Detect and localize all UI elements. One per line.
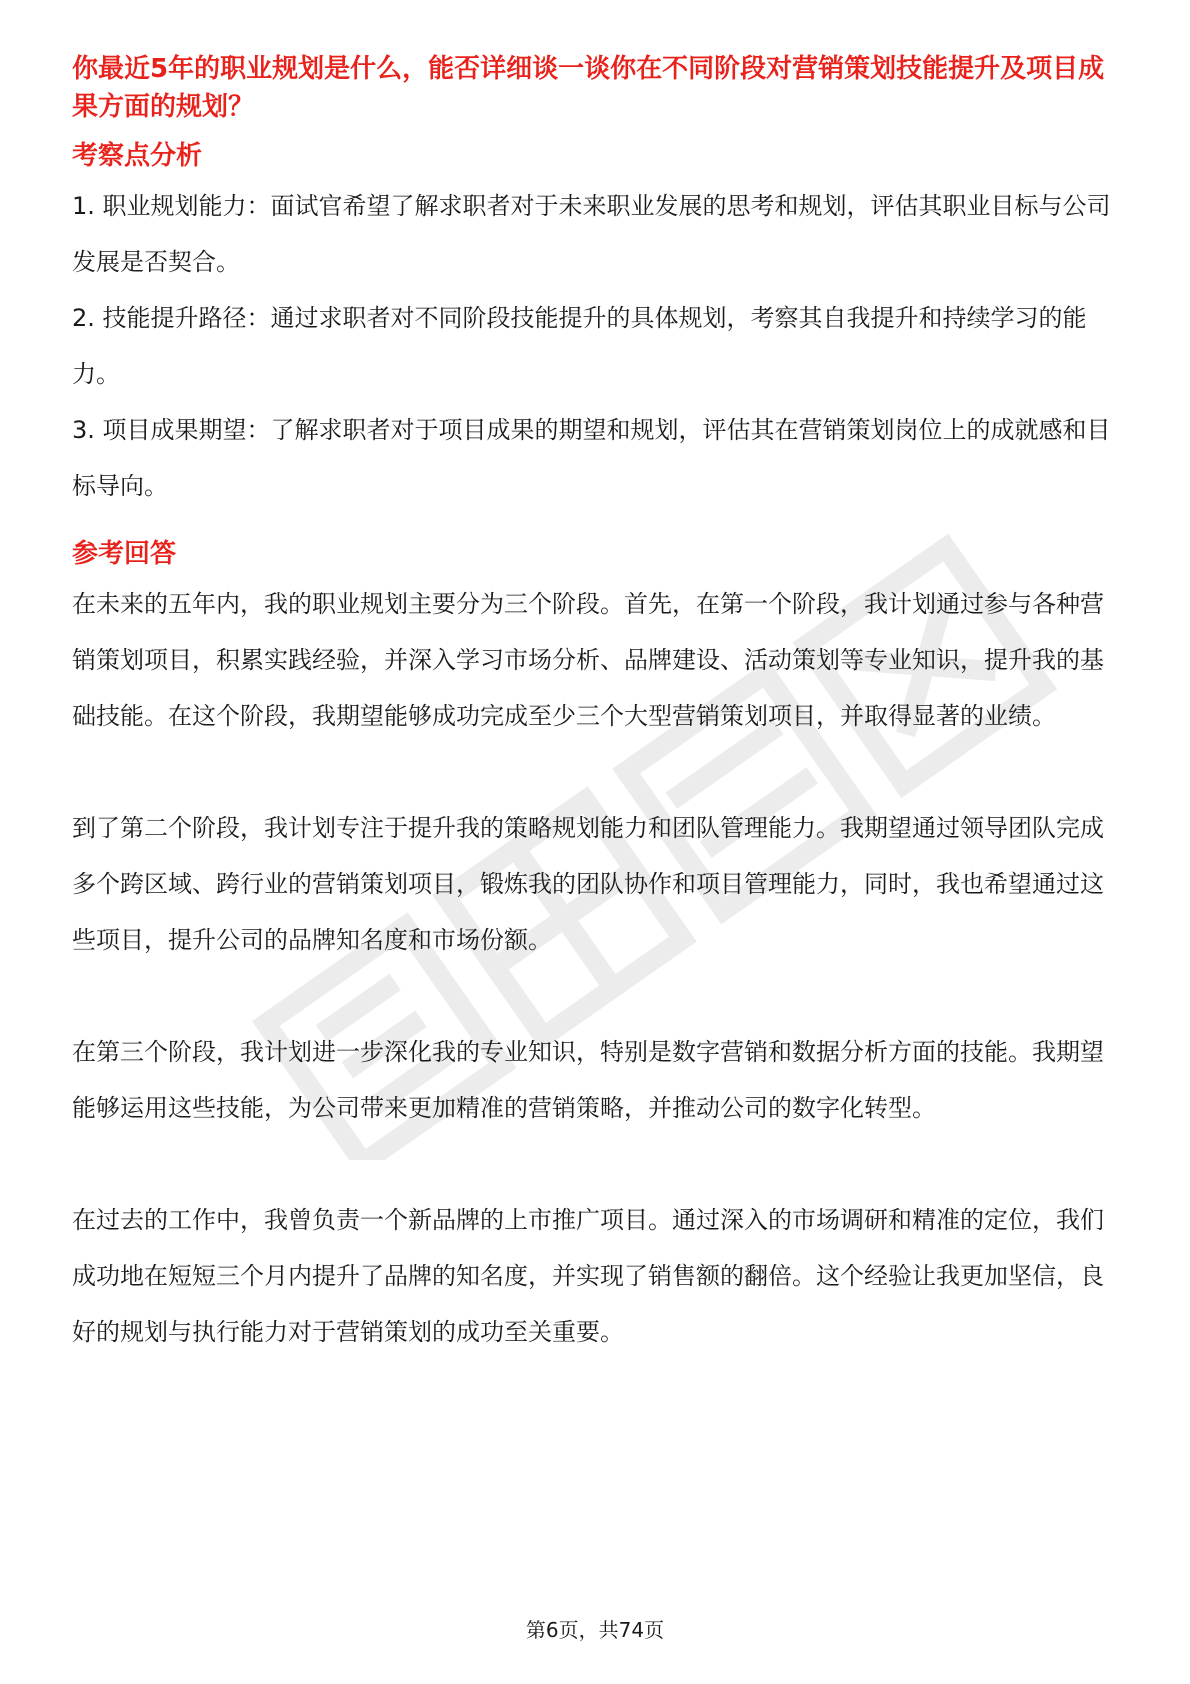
answer-paragraph-1: 在未来的五年内，我的职业规划主要分为三个阶段。首先，在第一个阶段，我计划通过参与各种营销策划项目，积累实践经验，并深入学习市场分析、品牌建设、活动策划等专业知识，提升我的基础技能。在这个阶段，我期望能够成功完成至少三个大型营销策划项目，并取得显著的业绩。 <box>72 590 1104 730</box>
analysis-point-1: 1. 职业规划能力：面试官希望了解求职者对于未来职业发展的思考和规划，评估其职业目标与公司发展是否契合。 <box>72 192 1111 276</box>
document-content <box>72 50 1118 1360</box>
answer-title: 参考回答 <box>72 539 177 569</box>
question-heading: 你最近5年的职业规划是什么，能否详细谈一谈你在不同阶段对营销策划技能提升及项目成果方面的规划？ <box>72 54 1105 122</box>
page-number: 第6页，共74页 <box>525 1618 665 1642</box>
analysis-point-2: 2. 技能提升路径：通过求职者对不同阶段技能提升的具体规划，考察其自我提升和持续学习的能力。 <box>72 304 1087 388</box>
analysis-title: 考察点分析 <box>72 141 203 171</box>
answer-paragraph-2: 到了第二个阶段，我计划专注于提升我的策略规划能力和团队管理能力。我期望通过领导团队完成多个跨区域、跨行业的营销策划项目，锻炼我的团队协作和项目管理能力，同时，我也希望通过这些项目，提升公司的品牌知名度和市场份额。 <box>72 814 1104 954</box>
analysis-point-3: 3. 项目成果期望：了解求职者对于项目成果的期望和规划，评估其在营销策划岗位上的成就感和目标导向。 <box>72 416 1111 500</box>
answer-paragraph-4: 在过去的工作中，我曾负责一个新品牌的上市推广项目。通过深入的市场调研和精准的定位，我们成功地在短短三个月内提升了品牌的知名度，并实现了销售额的翻倍。这个经验让我更加坚信，良好的规划与执行能力对于营销策划的成功至关重要。 <box>72 1206 1104 1346</box>
answer-paragraph-3: 在第三个阶段，我计划进一步深化我的专业知识，特别是数字营销和数据分析方面的技能。我期望能够运用这些技能，为公司带来更加精准的营销策略，并推动公司的数字化转型。 <box>72 1038 1104 1122</box>
